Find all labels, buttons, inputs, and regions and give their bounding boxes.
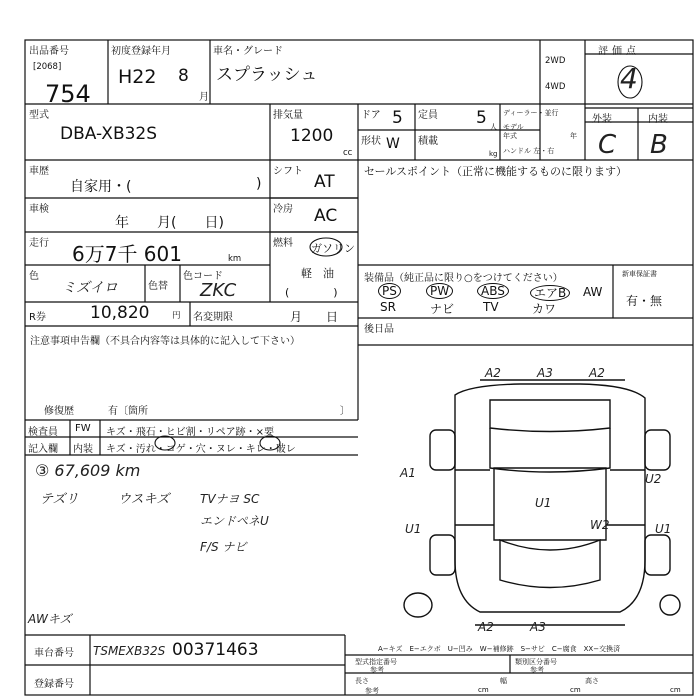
mark-a2-top-left: A2	[485, 366, 501, 380]
hand-line4: エンドペネU	[200, 514, 269, 528]
capacity-value: 5	[476, 108, 487, 128]
ac-label: 冷房	[273, 204, 293, 215]
mark-u1-right: U1	[655, 522, 672, 536]
repair-label: 修復歴	[44, 406, 74, 417]
hand-odometer: ③ 67,609 km	[35, 461, 141, 480]
height-label: 高さ	[585, 677, 599, 685]
mark-a2-top-right: A2	[589, 366, 605, 380]
plate-label: 登録番号	[34, 679, 74, 690]
exterior-label: 外装	[592, 114, 612, 125]
ac-value: AC	[314, 206, 338, 226]
chassis-number: 00371463	[172, 640, 259, 660]
recycle-value: 10,820	[90, 303, 150, 323]
fuel-paren: ( )	[285, 286, 338, 299]
repair-close: 〕	[340, 406, 350, 417]
doors-value: 5	[392, 108, 403, 128]
displacement-label: 排気量	[273, 110, 303, 121]
width-label: 幅	[500, 677, 507, 685]
score-label: 評価点	[598, 46, 640, 57]
model-year-label: モデル	[503, 123, 524, 131]
recycle-label: R券	[29, 312, 46, 323]
lot-sub: [2068]	[33, 62, 62, 72]
type-designation-ref: 参考	[370, 666, 384, 674]
color-swap-label: 色替	[148, 281, 168, 292]
sales-point-label: セールスポイント（正常に機能するものに限ります）	[364, 165, 628, 178]
width-unit: cm	[570, 686, 581, 694]
category-ref: 参考	[530, 666, 544, 674]
fuel-value: ガソリン	[311, 242, 355, 255]
equip-ps: PS	[378, 284, 401, 298]
drive-4wd: 4WD	[545, 82, 566, 92]
history-close: )	[256, 176, 262, 192]
name-change-label: 名変期限	[193, 312, 233, 323]
car-name: スプラッシュ	[216, 65, 318, 85]
inspection-label: 車検	[29, 204, 49, 215]
history-value: 自家用・(	[70, 179, 132, 195]
length-ref: 参考	[365, 687, 379, 695]
era-year: H22	[118, 66, 157, 88]
cc-unit: cc	[343, 148, 353, 158]
length-unit: cm	[478, 686, 489, 694]
color-code: ZKC	[200, 280, 237, 301]
fuel-alt: 軽 油	[301, 267, 334, 280]
warranty-value: 有・無	[626, 294, 663, 308]
shift-value: AT	[314, 172, 335, 192]
interior-label: 内装	[648, 114, 668, 125]
equip-leather: カワ	[532, 302, 557, 316]
repair-value: 有〔箇所	[108, 406, 148, 417]
color-label: 色	[29, 271, 39, 282]
drive-2wd: 2WD	[545, 56, 566, 66]
fw-label: FW	[75, 423, 91, 434]
interior-grade: B	[650, 130, 668, 160]
chassis-label: 車台番号	[34, 648, 74, 659]
shape-label: 形状	[361, 136, 381, 147]
equip-navi: ナビ	[430, 302, 455, 316]
type-designation-label: 型式指定番号	[355, 658, 397, 666]
mileage-label: 走行	[29, 238, 49, 249]
mark-u2-right: U2	[645, 472, 662, 486]
reg-month: 8	[178, 66, 189, 86]
inspection-value: 年 月( 日)	[115, 215, 224, 231]
warranty-label: 新車保証書	[622, 270, 657, 278]
load-label: 積載	[418, 136, 438, 147]
interior-check-label: 内装	[73, 444, 93, 455]
equip-sr: SR	[380, 300, 396, 314]
mark-u1-left: U1	[405, 522, 422, 536]
hand-line3: TVナヨ SC	[200, 492, 260, 506]
first-reg-label: 初度登録年月	[111, 46, 171, 57]
mark-a3-top: A3	[537, 366, 553, 380]
displacement-value: 1200	[290, 126, 334, 146]
category-label: 類別区分番号	[515, 658, 557, 666]
model-label: 型式	[29, 110, 49, 121]
diagram-legend: A−キズ E−エクボ U−凹み W−補修跡 S−サビ C−腐食 XX−交換済	[378, 645, 621, 653]
doors-label: ドア	[361, 110, 381, 121]
handle-label: ハンドル 左・右	[503, 147, 555, 155]
history-label: 車歴	[29, 166, 49, 177]
capacity-unit: 人	[490, 123, 497, 131]
score-value: 4	[620, 62, 638, 95]
km-unit: km	[228, 254, 242, 264]
dealer-label: ディーラー・並行	[503, 109, 559, 117]
equip-abs: ABS	[477, 284, 509, 298]
load-unit: kg	[489, 150, 498, 158]
month-unit: 月	[199, 92, 209, 103]
equip-tv: TV	[483, 300, 499, 314]
notes-label: 注意事項申告欄（不具合内容等は具体的に記入して下さい）	[30, 336, 300, 347]
post-install-label: 後日品	[364, 324, 394, 335]
equip-aw: AW	[583, 285, 603, 299]
car-name-label: 車名・グレード	[213, 46, 283, 57]
interior-items: キズ・汚れ・コゲ・穴・ヌレ・キレ・破レ	[106, 444, 296, 455]
equipment-label: 装備品（純正品に限り○をつけてください）	[364, 273, 563, 284]
capacity-label: 定員	[418, 110, 438, 121]
shift-label: シフト	[273, 166, 303, 177]
hand-aw: AWキズ	[28, 612, 72, 626]
inspector-label: 検査員	[28, 427, 58, 438]
model-code: DBA-XB32S	[60, 124, 158, 144]
shape-value: W	[386, 136, 400, 152]
color-code-label: 色コード	[183, 271, 223, 282]
height-unit: cm	[670, 686, 681, 694]
entry-label: 記入欄	[28, 444, 58, 455]
equip-pw: PW	[426, 284, 453, 298]
color-value: ミズイロ	[62, 280, 118, 296]
name-change-value: 月 日	[290, 310, 339, 324]
chassis-prefix: TSMEXB32S	[93, 644, 166, 658]
hand-line2b: ウスキズ	[118, 492, 170, 507]
mark-a3-bottom: A3	[530, 620, 546, 634]
hand-line2a: テズリ	[40, 492, 79, 507]
fuel-label: 燃料	[273, 238, 293, 249]
mileage-value: 6万7千 601	[72, 242, 182, 266]
year-unit: 年	[570, 132, 577, 140]
equip-airbag: エアB	[530, 284, 570, 301]
fw-items: キズ・飛石・ヒビ割・リペア跡・×要	[106, 427, 274, 438]
exterior-grade: C	[598, 130, 617, 160]
lot-label: 出品番号	[29, 46, 69, 57]
mark-a2-bottom: A2	[478, 620, 494, 634]
lot-number: 754	[45, 80, 91, 108]
length-label: 長さ	[355, 677, 369, 685]
hand-line5: F/S ナビ	[200, 540, 247, 554]
yen-unit: 円	[172, 311, 181, 321]
model-year-label2: 年式	[503, 132, 517, 140]
mark-w2-right: W2	[590, 518, 610, 532]
mark-u1-center: U1	[535, 496, 552, 510]
mark-a1-left: A1	[400, 466, 416, 480]
